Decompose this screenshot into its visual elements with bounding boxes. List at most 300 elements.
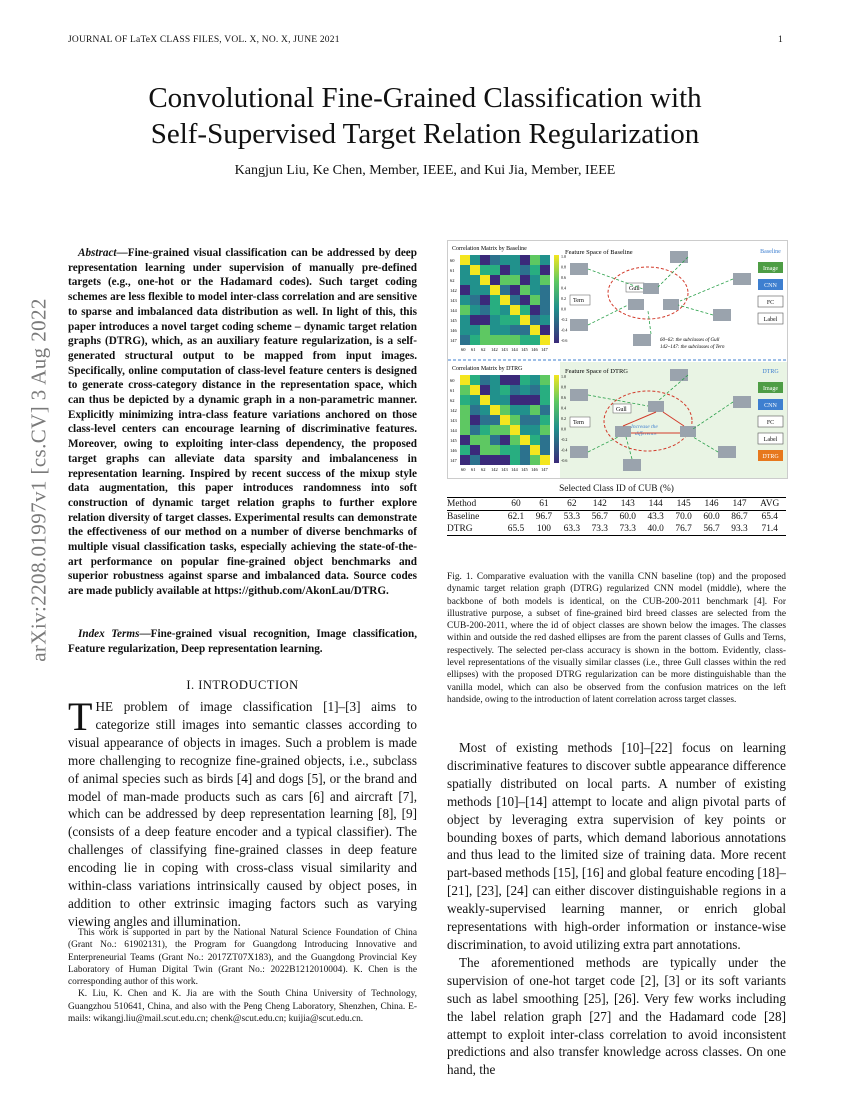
abstract [68,246,417,599]
matrix-cell [460,405,470,415]
matrix-cell [480,275,490,285]
matrix-cell [520,415,530,425]
matrix-ylabel: 61 [450,388,455,393]
matrix-cell [480,415,490,425]
matrix-cell [530,445,540,455]
baseline-matrix [450,255,550,352]
matrix-cell [470,375,480,385]
matrix-ylabel: 147 [450,338,457,343]
matrix-cell [470,265,480,275]
table-header-cell: 60 [502,498,530,511]
pipeline-label: DTRG [762,454,779,460]
matrix-xlabel: 144 [511,467,518,472]
matrix-cell [460,305,470,315]
matrix-cell [520,385,530,395]
table-cell: 96.7 [535,512,553,522]
matrix-cell [510,305,520,315]
colorbar-tick: 0.6 [561,275,566,280]
matrix-cell [520,285,530,295]
matrix-cell [480,405,490,415]
colorbar-tick: -0.6 [561,458,568,463]
table-cell: Baseline [447,512,480,522]
abstract-label: Abstract [78,247,117,259]
table-cell: 65.5 [502,523,530,536]
matrix-cell [500,275,510,285]
matrix-cell [520,275,530,285]
table-cell: 60.0 [703,512,720,522]
table-cell: 56.7 [591,512,608,522]
arxiv-id: arXiv:2208.01997v1 [cs.CV] 3 Aug 2022 [26,298,51,662]
matrix-cell [530,305,540,315]
pipeline-label: Label [763,317,778,323]
matrix-ylabel: 147 [450,458,457,463]
dtrg-tern-label: Tern [573,420,584,426]
colorbar-tick: 1.0 [561,374,566,379]
matrix-cell [530,265,540,275]
matrix-cell [520,445,530,455]
matrix-cell [490,325,500,335]
matrix-xlabel: 143 [501,467,508,472]
table-cell: 62.1 [507,512,525,522]
matrix-ylabel: 145 [450,438,457,443]
matrix-cell [460,395,470,405]
matrix-cell [490,305,500,315]
matrix-cell [510,435,520,445]
matrix-cell [470,305,480,315]
dtrg-gull-label: Gull [616,407,627,413]
intro-paragraph [68,694,417,931]
matrix-cell [470,335,480,345]
colorbar-tick: -0.4 [561,327,568,333]
baseline-space-title: Feature Space of Baseline [565,249,633,256]
annotation-gull: 60~62: the subclasses of Gull [660,338,720,343]
matrix-cell [540,265,550,275]
matrix-cell [480,385,490,395]
matrix-cell [460,435,470,445]
matrix-cell [470,405,480,415]
matrix-cell [500,375,510,385]
matrix-cell [460,385,470,395]
table-cell: 71.4 [753,523,786,536]
pipeline-label: Image [763,386,778,392]
matrix-ylabel: 146 [450,328,457,333]
matrix-cell [530,435,540,445]
table-cell: 100 [530,523,558,536]
matrix-cell [470,385,480,395]
matrix-cell [480,455,490,465]
matrix-cell [540,275,550,285]
matrix-cell [460,285,470,295]
matrix-cell [480,445,490,455]
matrix-xlabel: 62 [481,347,486,352]
pipeline-label: DTRG [762,369,779,375]
colorbar-tick: 0.8 [561,384,566,390]
table-cell: DTRG [447,523,502,536]
matrix-xlabel: 146 [531,347,538,352]
table-caption: Selected Class ID of CUB (%) [447,483,786,498]
matrix-xlabel: 146 [531,467,538,472]
matrix-cell [480,315,490,325]
matrix-cell [520,255,530,265]
matrix-xlabel: 142 [491,467,498,472]
journal-name: JOURNAL OF LaTeX CLASS FILES, VOL. X, NO. X, JUNE 2021 [68,35,340,45]
matrix-xlabel: 61 [471,467,476,472]
matrix-cell [540,325,550,335]
matrix-cell [540,425,550,435]
matrix-cell [500,285,510,295]
matrix-cell [460,255,470,265]
table-cell: 43.3 [647,512,664,522]
matrix-cell [520,455,530,465]
matrix-xlabel: 145 [521,467,528,472]
paragraph-1: Most of existing methods [10]–[22] focus on learning discriminative features to discover subtle appearance difference spatially distributed on local parts. A number of existing methods [10]–[14] attempt to locate and align pivotal parts of object by leveraging extra supervision of key points or bounding boxes of parts, which demand laborious annotations and thus lead to the limited size of training data. More recent part-based methods [15], [16] and global feature encoding [18]–[21], [23], [24] can either discover distinguishable regions in a weakly-supervised learning manner, or enrich global representations with high-order information or instance-wise discrimination, to avoid utilizing extra part annotations. [447,740,786,952]
matrix-cell [490,415,500,425]
author-list: Kangjun Liu, Ke Chen, Member, IEEE, and Kui Jia, Member, IEEE [234,163,616,178]
index-terms [68,627,417,656]
matrix-ylabel: 142 [450,408,457,413]
matrix-cell [490,445,500,455]
matrix-cell [530,255,540,265]
matrix-cell [500,295,510,305]
matrix-cell [460,265,470,275]
matrix-cell [540,385,550,395]
pipeline-label: Image [763,266,778,272]
table-cell: 73.3 [614,523,642,536]
matrix-cell [490,295,500,305]
running-header [68,35,783,45]
matrix-cell [490,425,500,435]
annotation-tern: 142~147: the subclasses of Tern [660,345,725,350]
matrix-cell [500,395,510,405]
matrix-cell [510,405,520,415]
matrix-cell [530,285,540,295]
table-cell: 76.7 [670,523,698,536]
colorbar-tick: -0.2 [561,437,568,442]
colorbar-tick: 0.2 [561,416,566,421]
table-cell: 56.7 [698,523,726,536]
matrix-cell [490,405,500,415]
matrix-cell [520,305,530,315]
matrix-cell [500,335,510,345]
colorbar-tick: 0.4 [561,405,566,411]
footnote-affiliation: K. Liu, K. Chen and K. Jia are with the South China University of Technology, Guangzhou 510641, China, and also with the Peng Cheng Laboratory, Shenzhen, China. E-mails: wikangj.liu@mail.scut.edu.cn; chenk@scut.edu.cn; kuijia@scut.edu.cn. [68,989,417,1025]
matrix-cell [470,415,480,425]
matrix-cell [480,295,490,305]
matrix-cell [500,385,510,395]
matrix-ylabel: 144 [450,428,457,433]
arxiv-stamp [14,295,64,665]
matrix-cell [540,375,550,385]
matrix-ylabel: 62 [450,398,455,403]
matrix-cell [500,425,510,435]
pipeline-label: FC [766,420,775,426]
matrix-xlabel: 60 [461,467,466,472]
colorbar-tick: 0.0 [561,426,566,432]
matrix-cell [480,285,490,295]
matrix-cell [460,325,470,335]
matrix-cell [520,375,530,385]
table-header-cell: 62 [558,498,586,511]
table-header-cell: 146 [698,498,726,511]
matrix-cell [510,335,520,345]
matrix-cell [460,445,470,455]
matrix-cell [460,315,470,325]
matrix-cell [480,335,490,345]
matrix-cell [530,455,540,465]
table-cell: 70.0 [675,512,692,522]
paragraph-2: The aforementioned methods are typically under the supervision of one-hot target code [2], [3] or its soft variants such as label smoothing [25], [26]. Very few works including the label relation graph [27] and the Hadamard code [28] attempt to exploit inter-class correlation to avoid inconsistent predictions and also transfer knowledge across classes. On one hand, the [447,954,786,1078]
matrix-cell [510,325,520,335]
pipeline-label: CNN [764,403,777,409]
pipeline-label: Label [763,437,778,443]
matrix-cell [460,415,470,425]
matrix-cell [500,265,510,275]
table-row [447,523,786,536]
table-cell: 93.3 [726,523,754,536]
accuracy-table [447,483,786,536]
matrix-cell [530,415,540,425]
increase-label: Increase the [631,424,658,430]
matrix-cell [540,455,550,465]
matrix-cell [490,315,500,325]
colorbar-tick: -0.4 [561,447,568,453]
matrix-cell [470,275,480,285]
pipeline-label: CNN [764,283,777,289]
matrix-cell [510,275,520,285]
matrix-cell [540,255,550,265]
matrix-cell [540,405,550,415]
matrix-cell [480,435,490,445]
matrix-cell [540,445,550,455]
matrix-cell [470,425,480,435]
matrix-cell [510,395,520,405]
gull-label: Gull [629,286,640,292]
matrix-cell [530,385,540,395]
table-cell: 60.0 [619,512,636,522]
matrix-cell [520,435,530,445]
paper-title [60,80,790,152]
matrix-cell [540,285,550,295]
matrix-cell [480,395,490,405]
tern-label: Tern [573,298,584,304]
matrix-ylabel: 145 [450,318,457,323]
index-terms-label: Index Terms [78,628,140,640]
matrix-cell [520,395,530,405]
table-cell: 86.7 [731,512,748,522]
matrix-xlabel: 143 [501,347,508,352]
matrix-cell [530,335,540,345]
matrix-cell [510,295,520,305]
table-header-cell: AVG [753,498,786,511]
matrix-xlabel: 142 [491,347,498,352]
matrix-cell [500,445,510,455]
table-row [447,511,786,524]
matrix-cell [490,265,500,275]
matrix-xlabel: 62 [481,467,486,472]
matrix-cell [510,445,520,455]
colorbar-tick: 0.2 [561,296,566,301]
matrix-cell [470,325,480,335]
matrix-cell [480,255,490,265]
table-header-cell: Method [447,498,502,511]
intro-text: HE problem of image classification [1]–[3] aims to categorize still images into semantic classes according to visual appearance of objects in images. Such a problem is made more challenging to recognize fine-grained objects, i.e., subclass of animal species such as birds [4] and dogs [5], or the brand and model of man-made products such as cars [6] and aircraft [7], which can be addressed by deep representation learning [8], [9] (consists of a deep feature encoder and a typical classifier). The challenges of classifying fine-grained classes in deep feature encoding lie in coping with cross-class visual similarity and within-class variations intrinsically caused by object poses, in addition to other extrinsic imaging factors such as varying viewing angles and illumination. [68,699,417,929]
matrix-cell [490,435,500,445]
matrix-cell [490,275,500,285]
matrix-cell [480,305,490,315]
title-line-1: Convolutional Fine-Grained Classification with [148,82,702,114]
matrix-cell [460,275,470,285]
matrix-cell [470,255,480,265]
matrix-cell [460,455,470,465]
matrix-cell [490,255,500,265]
matrix-cell [500,435,510,445]
table-cell: 65.4 [761,512,778,522]
matrix-xlabel: 145 [521,347,528,352]
matrix-cell [480,265,490,275]
matrix-cell [500,405,510,415]
matrix-cell [490,455,500,465]
matrix-cell [530,325,540,335]
difference-label: difference [635,431,657,437]
matrix-ylabel: 143 [450,418,457,423]
matrix-ylabel: 62 [450,278,455,283]
matrix-xlabel: 147 [541,467,548,472]
matrix-cell [530,425,540,435]
matrix-cell [490,335,500,345]
matrix-cell [470,285,480,295]
baseline-colorbar [554,255,559,343]
table-cell: 63.3 [558,523,586,536]
matrix-cell [500,255,510,265]
table-cell: 73.3 [586,523,614,536]
dtrg-matrix-title: Correlation Matrix by DTRG [452,366,523,372]
matrix-cell [490,285,500,295]
matrix-cell [540,305,550,315]
matrix-cell [510,455,520,465]
right-column-text [447,739,786,1079]
matrix-xlabel: 144 [511,347,518,352]
matrix-cell [470,455,480,465]
matrix-cell [530,395,540,405]
figure-1 [447,240,788,479]
table-header-cell: 145 [670,498,698,511]
table-header-cell: 147 [726,498,754,511]
abstract-text: —Fine-grained visual classification can be addressed by deep representation learning under supervision of manually pre-defined targets (e.g., one-hot or the Hadamard codes). Such target coding schemes are less flexible to model inter-class correlation and are sensitive to sparse and imbalanced data distribution as well. In light of this, this paper introduces a novel target coding scheme – dynamic target relation graphs (DTRG), which, as an auxiliary feature regularization, is a self-generated structural output to be mapped from input images. Specifically, online computation of class-level feature centers is designed to generate cross-category distance in the representation space, which can thus be depicted by a dynamic graph in a non-parametric manner. Explicitly minimizing intra-class feature variations anchored on those class-level centers can encourage learning of discriminative features. Moreover, owing to exploiting inter-class dependency, the proposed target graphs can alleviate data sparsity and imbalanceness in representation learning. Inspired by recent success of the mixup style data augmentation, this paper introduces randomness into soft construction of dynamic target relation graphs to further explore relation diversity of target classes. Experimental results can demonstrate the effectiveness of our method on a number of diverse benchmarks of multiple visual classification tasks, especially achieving the state-of-the-art performance on popular fine-grained object benchmarks and superior robustness against sparse and imbalanced data. Source codes are made publicly available at https://github.com/AkonLau/DTRG. [68,247,417,598]
matrix-cell [530,375,540,385]
matrix-cell [490,395,500,405]
matrix-cell [510,285,520,295]
matrix-ylabel: 142 [450,288,457,293]
footnotes [68,927,417,1025]
matrix-cell [500,305,510,315]
matrix-cell [480,375,490,385]
matrix-cell [460,375,470,385]
matrix-cell [470,395,480,405]
pipeline-label: Baseline [760,249,781,255]
matrix-cell [480,325,490,335]
matrix-cell [520,265,530,275]
matrix-cell [510,425,520,435]
colorbar-tick: 0.6 [561,395,566,400]
matrix-xlabel: 61 [471,347,476,352]
matrix-cell [460,425,470,435]
matrix-cell [510,315,520,325]
dtrg-space-title: Feature Space of DTRG [565,368,628,375]
matrix-ylabel: 61 [450,268,455,273]
matrix-cell [460,335,470,345]
matrix-cell [540,295,550,305]
table-cell: 53.3 [563,512,581,522]
baseline-matrix-title: Correlation Matrix by Baseline [452,246,527,252]
matrix-cell [520,295,530,305]
matrix-cell [530,295,540,305]
matrix-ylabel: 146 [450,448,457,453]
matrix-ylabel: 60 [450,378,455,383]
matrix-xlabel: 147 [541,347,548,352]
matrix-xlabel: 60 [461,347,466,352]
matrix-cell [540,315,550,325]
matrix-cell [490,375,500,385]
matrix-cell [500,325,510,335]
colorbar-tick: 1.0 [561,254,566,259]
table-header-cell: 61 [530,498,558,511]
table-cell: 40.0 [642,523,670,536]
colorbar-tick: -0.6 [561,338,568,343]
pipeline-label: FC [766,300,775,306]
matrix-cell [540,415,550,425]
dtrg-matrix [450,375,550,472]
colorbar-tick: 0.4 [561,285,566,291]
matrix-ylabel: 60 [450,258,455,263]
table-header-cell: 143 [614,498,642,511]
matrix-cell [530,275,540,285]
matrix-cell [520,315,530,325]
matrix-cell [510,255,520,265]
matrix-cell [530,405,540,415]
matrix-cell [530,315,540,325]
matrix-cell [520,405,530,415]
matrix-cell [510,375,520,385]
page-number: 1 [778,35,783,45]
matrix-cell [510,415,520,425]
matrix-cell [470,435,480,445]
matrix-cell [470,315,480,325]
footnote-funding: This work is supported in part by the National Natural Science Foundation of China (Grant No.: 61902131), the Program for Guangdong Introducing Innovative and Enterpreneurial Teams (Grant No.: 2017ZT07X183), and the Guangdong Provincial Key Laboratory of Human Digital Twin (Grant No.: 2022B1212010004). K. Chen is the corresponding author of this work. [68,928,417,988]
colorbar-tick: 0.0 [561,306,566,312]
matrix-cell [510,385,520,395]
figure-caption: Fig. 1. Comparative evaluation with the vanilla CNN baseline (top) and the proposed dynamic target relation graph (DTRG) regularized CNN model (middle), where the backbone of both models is identical, on the CUB-200-2011 benchmark [4]. For illustrative purpose, a subset of fine-grained bird breed classes are selected from the CUB-200-2011, where the id of object classes are shown below the images. The classes within and outside the red dashed ellipses are from the parent classes of Gulls and Terns, respectively. The selected per-class accuracy is shown in the bottom. Evidently, class-level representations of the visually similar classes (i.e., three Gull classes within the red ellipses) with the proposed DTRG regularization can be more distinguishable than the vanilla model, which can also be observed from the confusion matrices on the left handside, owing to the introduction of latent correlation across target classes. [447,572,786,705]
matrix-ylabel: 144 [450,308,457,313]
matrix-cell [510,265,520,275]
matrix-cell [500,315,510,325]
title-line-2: Self-Supervised Target Relation Regularization [150,118,700,150]
colorbar-tick: -0.2 [561,317,568,322]
matrix-cell [500,455,510,465]
matrix-cell [470,445,480,455]
matrix-cell [490,385,500,395]
matrix-cell [520,425,530,435]
matrix-cell [520,325,530,335]
colorbar-tick: 0.8 [561,264,566,270]
matrix-cell [520,335,530,345]
table-header-cell: 142 [586,498,614,511]
matrix-cell [470,295,480,305]
matrix-cell [460,295,470,305]
matrix-cell [540,395,550,405]
section-heading: I. INTRODUCTION [186,678,299,692]
index-terms-text: —Fine-grained visual recognition, Image classification, Feature regularization, Deep representation learning. [68,628,417,655]
table-header-cell: 144 [642,498,670,511]
